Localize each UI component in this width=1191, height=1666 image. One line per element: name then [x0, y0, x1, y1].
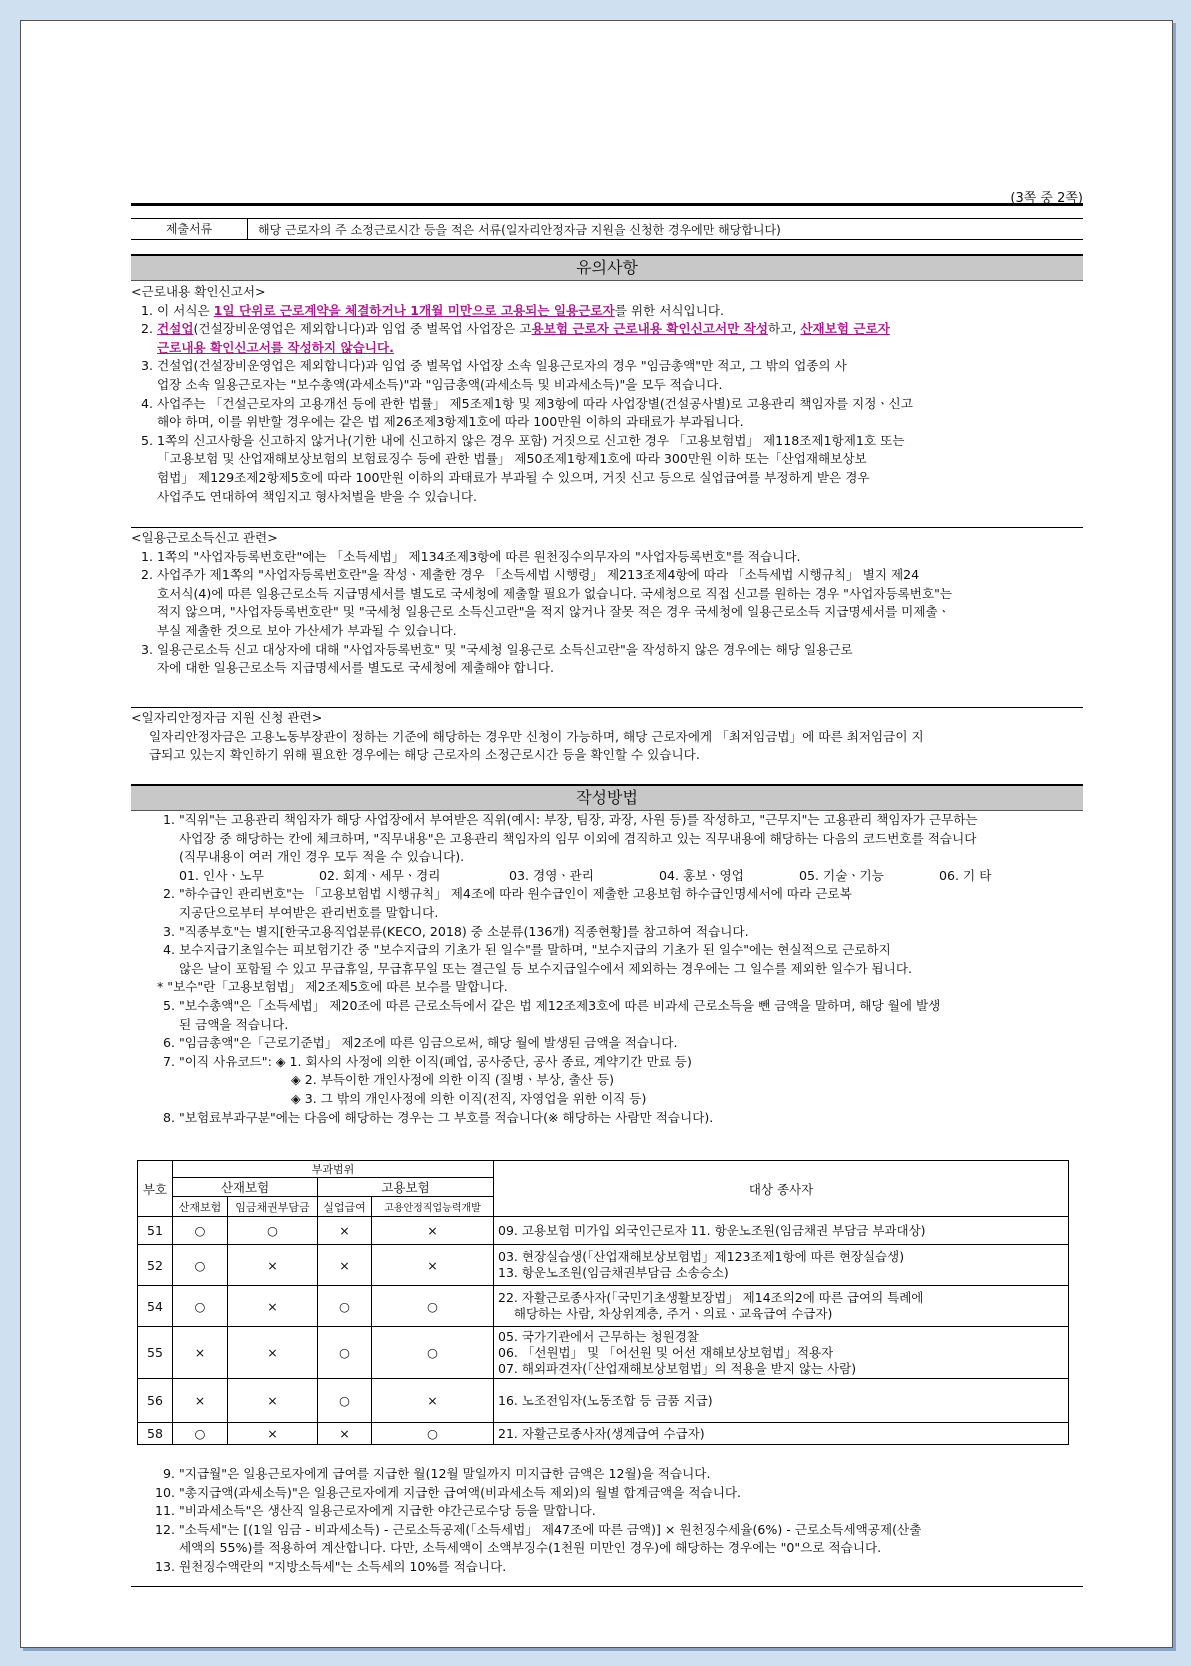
row-d: ○ [372, 1327, 494, 1379]
sec3-title: <일자리안정자금 지원 신청 관련> [131, 710, 323, 725]
s2-3b: 자에 대한 일용근로소득 지급명세서를 별도로 국세청에 제출해야 합니다. [157, 660, 554, 676]
s2-2d: 부실 제출한 것으로 보아 가산세가 부과될 수 있습니다. [157, 622, 457, 638]
notes-section-3 [131, 709, 1083, 765]
row-a: × [173, 1327, 228, 1379]
s1-2-hl1: 건설업 [157, 321, 194, 337]
row-a: ○ [173, 1245, 228, 1286]
note-2-1: 1. 1쪽의 "사업자등록번호란"에는 「소득세법」 제134조제3항에 따른 원천징수의무자의 "사업자등록번호"를 적습니다. [131, 548, 1083, 567]
method-12: 12. "소득세"는 [(1일 임금 - 비과세소득) - 근로소득공제(「소득세법」 제47조에 따른 금액)] × 원천징수세율(6%) - 근로소득세액공제(산출 세액의 55%)를 적용하여 계산합니다. 다만, 소득세액이 소액부징수(1천원 미만인 경우)에 해당하는 경우에는 "0"으로 적습니다. [154, 1521, 922, 1556]
s1-5d: 사업주도 연대하여 책임지고 형사처벌을 받을 수 있습니다. [157, 488, 477, 504]
row-target [494, 1286, 1069, 1327]
th-code: 부호 [138, 1161, 173, 1217]
s2-2c: 적지 않으며, "사업자등록번호란" 및 "국세청 일용근로 소득신고란"을 적지 않거나 잘못 적은 경우 국세청에 일용근로소득 지급명세서를 미제출ㆍ [157, 604, 950, 620]
row-target-1: 16. 노조전임자(노동조합 등 금품 지급) [498, 1392, 713, 1408]
divider-1 [131, 527, 1083, 528]
row-b: × [228, 1379, 318, 1423]
row-target [494, 1245, 1069, 1286]
method-11: 11. "비과세소득"은 생산직 일용근로자에게 지급한 야간근로수당 등을 말합니다. [131, 1502, 1083, 1521]
m12a: "소득세"는 [(1일 임금 - 비과세소득) - 근로소득공제(「소득세법」 제47조에 따른 금액)] × 원천징수세율(6%) - 근로소득세액공제(산출 [179, 1521, 922, 1537]
m4a: 보수지급기초일수는 피보험기간 중 "보수지급의 기초가 된 일수"를 말하며, "보수지급의 기초가 된 일수"에는 현실적으로 근로하지 [179, 942, 891, 958]
row-a: ○ [173, 1423, 228, 1445]
row-target-1: 03. 현장실습생(「산업재해보상보험법」제123조제1항에 따른 현장실습생) [498, 1249, 905, 1264]
table-row [138, 1245, 1069, 1286]
row-a: × [173, 1379, 228, 1423]
th-col4: 고용안정직업능력개발 [372, 1197, 494, 1217]
m8: "보험료부과구분"에는 다음에 해당하는 경우는 그 부호를 적습니다(※ 해당하는 사람만 적습니다). [179, 1109, 714, 1125]
form-page [20, 20, 1173, 1648]
th-col3: 실업급여 [318, 1197, 372, 1217]
row-target-1: 21. 자활근로종사자(생계급여 수급자) [498, 1425, 705, 1441]
s1-3b: 업장 소속 일용근로자는 "보수총액(과세소득)"과 "임금총액(과세소득 및 비과세소득)"을 모두 적습니다. [157, 376, 723, 392]
s1-5b: 「고용보험 및 산업재해보상보험의 보험료징수 등에 관한 법률」 제50조제1항제1호에 따라 300만원 이하 또는「산업재해보상보 [157, 451, 867, 467]
row-target [494, 1217, 1069, 1245]
row-a: ○ [173, 1217, 228, 1245]
row-target [494, 1423, 1069, 1445]
row-d: ○ [372, 1286, 494, 1327]
m3: "직종부호"는 별지[한국고용직업분류(KECO, 2018) 중 소분류(136개) 직종현황]를 참고하여 적습니다. [179, 923, 749, 939]
method-13: 13. 원천징수액란의 "지방소득세"는 소득세의 10%를 적습니다. [131, 1558, 1083, 1577]
s2-3a: 일용근로소득 신고 대상자에 대해 "사업자등록번호" 및 "국세청 일용근로 소득신고란"을 작성하지 않은 경우에는 해당 일용근로 [157, 641, 853, 657]
row-code: 52 [138, 1245, 173, 1286]
s1-1-pre: 이 서식은 [157, 302, 214, 318]
th-col2: 임금채권부담금 [228, 1197, 318, 1217]
row-code: 51 [138, 1217, 173, 1245]
notes-section-2 [131, 529, 1083, 678]
row-c: ○ [318, 1379, 372, 1423]
m11: "비과세소득"은 생산직 일용근로자에게 지급한 야간근로수당 등을 말합니다. [179, 1503, 596, 1519]
table-row [138, 1379, 1069, 1423]
note-1-3: 3. 건설업(건설장비운영업은 제외합니다)과 임업 중 벌목업 사업장 소속 일용근로자의 경우 "임금총액"만 적고, 그 밖의 업종의 사 업장 소속 일용근로자는 "보수총액(과세소득)"과 "임금총액(과세소득 및 비과세소득)"을 모두 적습니다. [140, 358, 847, 392]
m4b: 않은 날이 포함될 수 있고 무급휴일, 무급휴무일 또는 결근일 등 보수지급일수에서 제외하는 경우에는 그 일수를 제외한 일수가 됩니다. [179, 960, 913, 976]
row-code: 55 [138, 1327, 173, 1379]
s2-2a: 사업주가 제1쪽의 "사업자등록번호란"을 작성ㆍ제출한 경우 「소득세법 시행령」 제213조제4항에 따라 「소득세법 시행규칙」 별지 제24 [157, 567, 920, 583]
s2-2b: 호서식(4)에 따른 일용근로소득 지급명세서를 별도로 국세청에 제출할 필요가 없습니다. 국세청으로 직접 신고를 원하는 경우 "사업자등록번호"는 [157, 585, 953, 601]
row-c: ○ [318, 1327, 372, 1379]
method-7c: ◈ 3. 그 밖의 개인사정에 의한 이직(전직, 자영업을 위한 이직 등) [291, 1090, 647, 1106]
notes-title: 유의사항 [131, 254, 1083, 281]
table-row [138, 1423, 1069, 1445]
s1-5c: 험법」 제129조제2항제5호에 따라 100만원 이하의 과태료가 부과될 수 있으며, 거짓 신고 등으로 실업급여를 부정하게 받은 경우 [157, 469, 870, 485]
row-code: 58 [138, 1423, 173, 1445]
s1-1-highlight: 1일 단위로 근로계약을 체결하거나 1개월 미만으로 고용되는 일용근로자 [213, 302, 615, 318]
divider-2 [131, 707, 1083, 708]
s3b: 급되고 있는지 확인하기 위해 필요한 경우에는 해당 근로자의 소정근로시간 등을 확인할 수 있습니다. [149, 747, 700, 763]
note-2-3: 3. 일용근로소득 신고 대상자에 대해 "사업자등록번호" 및 "국세청 일용근로 소득신고란"을 작성하지 않은 경우에는 해당 일용근로 자에 대한 일용근로소득 지급명세서를 별도로 국세청에 제출해야 합니다. [140, 641, 853, 676]
bottom-rule [131, 1586, 1083, 1587]
row-b: × [228, 1423, 318, 1445]
row-target-3: 07. 해외파견자(「산업재해보상보험법」의 적용을 받지 않는 사람) [498, 1360, 857, 1376]
m5b: 된 금액을 적습니다. [179, 1016, 289, 1032]
m1c: (직무내용이 여러 개인 경우 모두 적을 수 있습니다). [179, 849, 465, 865]
th-sanjae: 산재보험 [173, 1178, 318, 1197]
row-c: ○ [318, 1286, 372, 1327]
code-06: 06. 기 타 [939, 867, 992, 883]
method-7: 7. "이직 사유코드": ◈ 1. 회사의 사정에 의한 이직(폐업, 공사중단, 공사 종료, 계약기간 만료 등) [131, 1053, 1083, 1072]
s1-3a: 건설업(건설장비운영업은 제외합니다)과 임업 중 벌목업 사업장 소속 일용근로자의 경우 "임금총액"만 적고, 그 밖의 업종의 사 [157, 358, 847, 374]
method-1: 1. "직위"는 고용관리 책임자가 해당 사업장에서 부여받은 직위(예시: 부장, 팀장, 과장, 사원 등)를 작성하고, "근무지"는 고용관리 책임자가 근무하는 사업장 중 해당하는 칸에 체크하며, "직무내용"은 고용관리 책임자의 임무 이외에 겸직하고 있는 직무내용에 해당하는 다음의 코드번호를 적습니다 (직무내용이 여러 개인 경우 모두 적을 수 있습니다). 01. 인사ㆍ노무 02. 회계ㆍ세무ㆍ경리 03. 경영ㆍ관리 04. 홍보ㆍ영업 05. 기술ㆍ기능 06. 기 타 [131, 811, 1083, 885]
row-c: × [318, 1217, 372, 1245]
method-4-note: * "보수"란「고용보험법」 제2조제5호에 따른 보수를 말합니다. [157, 979, 508, 995]
row-d: × [372, 1245, 494, 1286]
method-6: 6. "임금총액"은「근로기준법」 제2조에 따른 임금으로써, 해당 월에 발생된 금액을 적습니다. [131, 1034, 1083, 1053]
s1-4b: 해야 하며, 이를 위반할 경우에는 같은 법 제26조제3항제1호에 따라 100만원 이하의 과태료가 부과됩니다. [157, 414, 744, 430]
m12b: 세액의 55%)를 적용하여 계산합니다. 다만, 소득세액이 소액부징수(1천원 미만인 경우)에 해당하는 경우에는 "0"으로 적습니다. [179, 1540, 882, 1556]
m1a: "직위"는 고용관리 책임자가 해당 사업장에서 부여받은 직위(예시: 부장, 팀장, 과장, 사원 등)를 작성하고, "근무지"는 고용관리 책임자가 근무하는 [179, 812, 978, 827]
code-03: 03. 경영ㆍ관리 [509, 867, 594, 883]
row-b: × [228, 1327, 318, 1379]
row-c: × [318, 1245, 372, 1286]
s1-2-hl2: 용보험 근로자 근로내용 확인신고서만 작성 [531, 321, 769, 337]
job-codes [179, 867, 1083, 886]
note-1-5: 5. 1쪽의 신고사항을 신고하지 않거나(기한 내에 신고하지 않은 경우 포함) 거짓으로 신고한 경우 「고용보험법」 제118조제1항제1호 또는 「고용보험 및 산업재해보상보험의 보험료징수 등에 관한 법률」 제50조제1항제1호에 따라 300만원 이하 또는「산업재해보상보 험법」 제129조제2항제5호에 따라 100만원 이하의 과태료가 부과될 수 있으며, 거짓 신고 등으로 실업급여를 부정하게 받은 경우 사업주도 연대하여 책임지고 형사처벌을 받을 수 있습니다. [140, 432, 905, 504]
s1-1-post: 를 위한 서식입니다. [614, 302, 725, 318]
method-4: 4. 보수지급기초일수는 피보험기간 중 "보수지급의 기초가 된 일수"를 말하며, "보수지급의 기초가 된 일수"에는 현실적으로 근로하지 않은 날이 포함될 수 있고 무급휴일, 무급휴무일 또는 결근일 등 보수지급일수에서 제외하는 경우에는 그 일수를 제외한 일수가 됩니다. [162, 942, 913, 976]
method-section-2 [131, 1465, 1083, 1577]
code-04: 04. 홍보ㆍ영업 [659, 867, 744, 883]
notes-section-1 [131, 283, 1083, 506]
s1-5a: 1쪽의 신고사항을 신고하지 않거나(기한 내에 신고하지 않은 경우 포함) 거짓으로 신고한 경우 「고용보험법」 제118조제1항제1호 또는 [157, 432, 905, 448]
table-row [138, 1286, 1069, 1327]
row-target [494, 1327, 1069, 1379]
method-10: 10. "총지급액(과세소득)"은 일용근로자에게 지급한 급여액(비과세소득 제외)의 월별 합계금액을 적습니다. [131, 1484, 1083, 1503]
row-b: × [228, 1245, 318, 1286]
code-05: 05. 기술ㆍ기능 [799, 867, 884, 883]
note-1-4: 4. 사업주는 「건설근로자의 고용개선 등에 관한 법률」 제5조제1항 및 제3항에 따라 사업장별(건설공사별)로 고용관리 책임자를 지정ㆍ신고 해야 하며, 이를 위반할 경우에는 같은 법 제26조제3항제1호에 따라 100만원 이하의 과태료가 부과됩니다. [140, 395, 913, 430]
m7: "이직 사유코드": ◈ 1. 회사의 사정에 의한 이직(폐업, 공사중단, 공사 종료, 계약기간 만료 등) [179, 1053, 692, 1069]
row-b: × [228, 1286, 318, 1327]
s1-2-mid: (건설장비운영업은 제외합니다)과 임업 중 벌목업 사업장은 고 [193, 321, 532, 337]
row-b: ○ [228, 1217, 318, 1245]
m10: "총지급액(과세소득)"은 일용근로자에게 지급한 급여액(비과세소득 제외)의 월별 합계금액을 적습니다. [179, 1484, 742, 1500]
row-d: × [372, 1379, 494, 1423]
s1-2-hl3: 산재보험 근로자 [800, 321, 890, 337]
note-1-2: 2. 건설업(건설장비운영업은 제외합니다)과 임업 중 벌목업 사업장은 고용보험 근로자 근로내용 확인신고서만 작성하고, 산재보험 근로자 근로내용 확인신고서를 작성하지 않습니다. [140, 321, 890, 355]
m1b: 사업장 중 해당하는 칸에 체크하며, "직무내용"은 고용관리 책임자의 임무 이외에 겸직하고 있는 직무내용에 해당하는 다음의 코드번호를 적습니다 [179, 830, 977, 846]
row-target-2: 06. 「선원법」 및 「어선원 및 어선 재해보상보험법」적용자 [498, 1344, 834, 1360]
th-col1: 산재보험 [173, 1197, 228, 1217]
s3a: 일자리안정자금은 고용노동부장관이 정하는 기준에 해당하는 경우만 신청이 가능하며, 해당 근로자에게 「최저임금법」에 따른 최저임금이 지 [149, 728, 924, 744]
row-c: × [318, 1423, 372, 1445]
row-target-2: 13. 항운노조원(임금채권부담금 소송승소) [498, 1265, 729, 1280]
sec1-title: <근로내용 확인신고서> [131, 284, 266, 299]
note-1-1: 1. 이 서식은 1일 단위로 근로계약을 체결하거나 1개월 미만으로 고용되는 일용근로자를 위한 서식입니다. [140, 302, 725, 318]
row-target-1: 09. 고용보험 미가입 외국인근로자 11. 항운노조원(임금채권 부담금 부과대상) [498, 1222, 926, 1238]
method-3: 3. "직종부호"는 별지[한국고용직업분류(KECO, 2018) 중 소분류(136개) 직종현황]를 참고하여 적습니다. [131, 923, 1083, 942]
method-9: 9. "지급월"은 일용근로자에게 급여를 지급한 월(12월 말일까지 미지급한 금액은 12월)을 적습니다. [131, 1465, 1083, 1484]
row-target-1: 05. 국가기관에서 근무하는 청원경찰 [498, 1328, 699, 1344]
note-2-2: 2. 사업주가 제1쪽의 "사업자등록번호란"을 작성ㆍ제출한 경우 「소득세법 시행령」 제213조제4항에 따라 「소득세법 시행규칙」 별지 제24 호서식(4)에 따른 일용근로소득 지급명세서를 별도로 국세청에 제출할 필요가 없습니다. 국세청으로 직접 신고를 원하는 경우 "사업자등록번호"는 적지 않으며, "사업자등록번호란" 및 "국세청 일용근로 소득신고란"을 적지 않거나 잘못 적은 경우 국세청에 일용근로소득 지급명세서를 미제출ㆍ 부실 제출한 것으로 보아 가산세가 부과될 수 있습니다. [140, 567, 953, 638]
m9: "지급월"은 일용근로자에게 급여를 지급한 월(12월 말일까지 미지급한 금액은 12월)을 적습니다. [179, 1466, 711, 1481]
th-range: 부과범위 [173, 1161, 494, 1178]
m6: "임금총액"은「근로기준법」 제2조에 따른 임금으로써, 해당 월에 발생된 금액을 적습니다. [179, 1035, 678, 1051]
s2-1: 1쪽의 "사업자등록번호란"에는 「소득세법」 제134조제3항에 따른 원천징수의무자의 "사업자등록번호"를 적습니다. [157, 548, 801, 564]
table-row [138, 1217, 1069, 1245]
page-number: (3쪽 중 2쪽) [1010, 191, 1083, 206]
method-8: 8. "보험료부과구분"에는 다음에 해당하는 경우는 그 부호를 적습니다(※ 해당하는 사람만 적습니다). [131, 1109, 1083, 1128]
s1-4a: 사업주는 「건설근로자의 고용개선 등에 관한 법률」 제5조제1항 및 제3항에 따라 사업장별(건설공사별)로 고용관리 책임자를 지정ㆍ신고 [157, 395, 913, 411]
row-code: 54 [138, 1286, 173, 1327]
method-5: 5. "보수총액"은「소득세법」 제20조에 따른 근로소득에서 같은 법 제12조제3호에 따른 비과세 근로소득을 뺀 금액을 말하며, 해당 월에 발생 된 금액을 적습니다. [162, 997, 941, 1032]
m5a: "보수총액"은「소득세법」 제20조에 따른 근로소득에서 같은 법 제12조제3호에 따른 비과세 근로소득을 뺀 금액을 말하며, 해당 월에 발생 [179, 997, 941, 1013]
method-2: 2. "하수급인 관리번호"는 「고용보험법 시행규칙」 제4조에 따라 원수급인이 제출한 고용보험 하수급인명세서에 따라 근로복 지공단으로부터 부여받은 관리번호를 말합니다. [162, 886, 852, 920]
sec2-title: <일용근로소득신고 관련> [131, 530, 278, 545]
row-d: × [372, 1217, 494, 1245]
s1-2-hl4: 근로내용 확인신고서를 작성하지 않습니다. [157, 339, 394, 355]
row-target-1: 22. 자활근로종사자(「국민기초생활보장법」 제14조의2에 따른 급여의 특례에 [498, 1290, 924, 1305]
m13: 원천징수액란의 "지방소득세"는 소득세의 10%를 적습니다. [179, 1558, 507, 1574]
submit-label: 제출서류 [131, 219, 248, 239]
method-section [131, 811, 1083, 1127]
table-row [138, 1327, 1069, 1379]
method-title: 작성방법 [131, 784, 1083, 811]
row-target [494, 1379, 1069, 1423]
m2b: 지공단으로부터 부여받은 관리번호를 말합니다. [179, 904, 439, 920]
code-02: 02. 회계ㆍ세무ㆍ경리 [319, 867, 441, 883]
code-01: 01. 인사ㆍ노무 [179, 867, 264, 883]
s1-2-mid2: 하고, [768, 321, 801, 337]
th-target: 대상 종사자 [494, 1161, 1069, 1217]
method-7b: ◈ 2. 부득이한 개인사정에 의한 이직 (질병ㆍ부상, 출산 등) [291, 1072, 615, 1088]
row-target-2: 해당하는 사람, 차상위계층, 주거ㆍ의료ㆍ교육급여 수급자) [498, 1306, 833, 1321]
row-a: ○ [173, 1286, 228, 1327]
submit-value: 해당 근로자의 주 소정근로시간 등을 적은 서류(일자리안정자금 지원을 신청한 경우에만 해당합니다) [258, 222, 781, 237]
row-code: 56 [138, 1379, 173, 1423]
submit-documents-row [131, 218, 1083, 240]
insurance-code-table [137, 1160, 1069, 1445]
m2a: "하수급인 관리번호"는 「고용보험법 시행규칙」 제4조에 따라 원수급인이 제출한 고용보험 하수급인명세서에 따라 근로복 [179, 886, 852, 902]
row-d: ○ [372, 1423, 494, 1445]
th-goyong: 고용보험 [318, 1178, 494, 1197]
top-rule [131, 203, 1083, 206]
